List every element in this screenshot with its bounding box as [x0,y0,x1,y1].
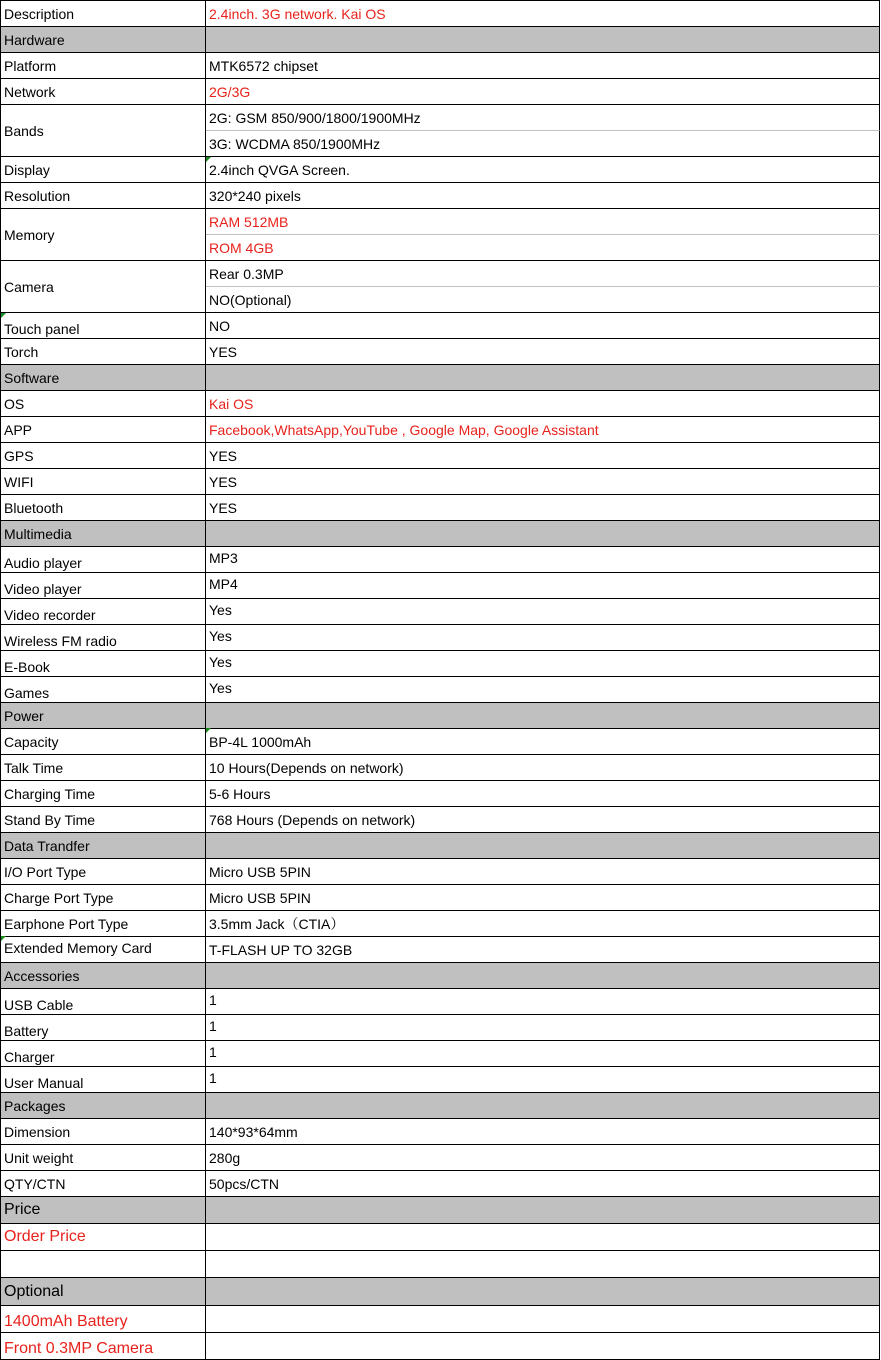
wifi-value: YES [206,469,880,495]
video-player-label: Video player [1,573,206,599]
row-description [1,1,880,27]
gps-value: YES [206,443,880,469]
standby-time-label: Stand By Time [1,807,206,833]
optional-battery-value [206,1306,880,1333]
row-charger [1,1041,880,1067]
section-title: Accessories [1,963,206,989]
wifi-label: WIFI [1,469,206,495]
row-usb-cable [1,989,880,1015]
row-optional-item [1,1333,880,1360]
row-memory [1,209,880,261]
row-resolution [1,183,880,209]
charger-value: 1 [206,1041,880,1067]
resolution-value: 320*240 pixels [206,183,880,209]
section-accessories [1,963,880,989]
fm-radio-label: Wireless FM radio [1,625,206,651]
row-standby-time [1,807,880,833]
camera-value-rear: Rear 0.3MP [206,261,880,287]
ebook-label: E-Book [1,651,206,677]
row-app [1,417,880,443]
capacity-label: Capacity [1,729,206,755]
unit-weight-value: 280g [206,1145,880,1171]
section-title: Hardware [1,27,206,53]
section-title: Price [1,1197,206,1224]
row-network [1,79,880,105]
row-wifi [1,469,880,495]
row-talk-time [1,755,880,781]
row-video-recorder [1,599,880,625]
comment-indicator-icon [206,157,211,162]
video-recorder-label: Video recorder [1,599,206,625]
row-blank [1,1251,880,1278]
row-camera [1,261,880,313]
resolution-label: Resolution [1,183,206,209]
row-touch-panel [1,313,880,339]
network-label: Network [1,79,206,105]
section-title: Power [1,703,206,729]
audio-player-value: MP3 [206,547,880,573]
charging-time-value: 5-6 Hours [206,781,880,807]
section-optional [1,1278,880,1306]
memory-value-ram: RAM 512MB [206,209,880,235]
fm-radio-value: Yes [206,625,880,651]
section-title: Software [1,365,206,391]
row-battery [1,1015,880,1041]
torch-label: Torch [1,339,206,365]
memory-label: Memory [1,209,206,261]
comment-indicator-icon [206,728,211,733]
section-packages [1,1093,880,1119]
bluetooth-value: YES [206,495,880,521]
audio-player-label: Audio player [1,547,206,573]
camera-label: Camera [1,261,206,313]
bands-value-3g: 3G: WCDMA 850/1900MHz [206,131,880,157]
row-display [1,157,880,183]
row-qty-ctn [1,1171,880,1197]
touch-panel-value: NO [206,313,880,339]
games-value: Yes [206,677,880,703]
platform-value: MTK6572 chipset [206,53,880,79]
bluetooth-label: Bluetooth [1,495,206,521]
bands-label: Bands [1,105,206,157]
memory-value-rom: ROM 4GB [206,235,880,261]
row-dimension [1,1119,880,1145]
usb-cable-label: USB Cable [1,989,206,1015]
row-os [1,391,880,417]
app-value: Facebook,WhatsApp,YouTube , Google Map, Google Assistant [206,417,880,443]
games-label: Games [1,677,206,703]
camera-value-front: NO(Optional) [206,287,880,313]
comment-indicator-icon [1,313,6,318]
row-bluetooth [1,495,880,521]
optional-camera-label: Front 0.3MP Camera [1,1333,206,1360]
row-games [1,677,880,703]
row-charging-time [1,781,880,807]
row-ebook [1,651,880,677]
row-video-player [1,573,880,599]
row-torch [1,339,880,365]
os-label: OS [1,391,206,417]
memory-card-label: Extended Memory Card [1,937,206,963]
blank-value [206,1251,880,1278]
row-earphone-port [1,911,880,937]
section-title: Optional [1,1278,206,1306]
battery-value: 1 [206,1015,880,1041]
dimension-value: 140*93*64mm [206,1119,880,1145]
touch-panel-label: Touch panel [1,313,206,339]
user-manual-value: 1 [206,1067,880,1093]
io-port-label: I/O Port Type [1,859,206,885]
app-label: APP [1,417,206,443]
talk-time-label: Talk Time [1,755,206,781]
memory-card-value: T-FLASH UP TO 32GB [206,937,880,963]
row-memory-card [1,937,880,963]
section-data-transfer [1,833,880,859]
usb-cable-value: 1 [206,989,880,1015]
ebook-value: Yes [206,651,880,677]
earphone-port-value: 3.5mm Jack（CTIA） [206,911,880,937]
optional-camera-value [206,1333,880,1360]
bands-value-2g: 2G: GSM 850/900/1800/1900MHz [206,105,880,131]
description-value: 2.4inch. 3G network. Kai OS [206,1,880,27]
capacity-value: BP-4L 1000mAh [206,729,880,755]
battery-label: Battery [1,1015,206,1041]
network-value: 2G/3G [206,79,880,105]
charge-port-label: Charge Port Type [1,885,206,911]
section-power [1,703,880,729]
display-value: 2.4inch QVGA Screen. [206,157,880,183]
user-manual-label: User Manual [1,1067,206,1093]
row-platform [1,53,880,79]
dimension-label: Dimension [1,1119,206,1145]
comment-indicator-icon [1,936,6,941]
charge-port-value: Micro USB 5PIN [206,885,880,911]
qty-ctn-value: 50pcs/CTN [206,1171,880,1197]
row-user-manual [1,1067,880,1093]
display-label: Display [1,157,206,183]
charger-label: Charger [1,1041,206,1067]
os-value: Kai OS [206,391,880,417]
row-capacity [1,729,880,755]
video-player-value: MP4 [206,573,880,599]
row-io-port [1,859,880,885]
gps-label: GPS [1,443,206,469]
row-order-price [1,1224,880,1251]
section-multimedia [1,521,880,547]
order-price-value [206,1224,880,1251]
section-software [1,365,880,391]
earphone-port-label: Earphone Port Type [1,911,206,937]
row-audio-player [1,547,880,573]
optional-battery-label: 1400mAh Battery [1,1306,206,1333]
description-label: Description [1,1,206,27]
row-gps [1,443,880,469]
io-port-value: Micro USB 5PIN [206,859,880,885]
section-hardware [1,27,880,53]
row-bands [1,105,880,157]
unit-weight-label: Unit weight [1,1145,206,1171]
section-title: Data Trandfer [1,833,206,859]
standby-time-value: 768 Hours (Depends on network) [206,807,880,833]
video-recorder-value: Yes [206,599,880,625]
row-fm-radio [1,625,880,651]
blank-label [1,1251,206,1278]
platform-label: Platform [1,53,206,79]
order-price-label: Order Price [1,1224,206,1251]
section-title: Packages [1,1093,206,1119]
torch-value: YES [206,339,880,365]
section-price [1,1197,880,1224]
talk-time-value: 10 Hours(Depends on network) [206,755,880,781]
row-unit-weight [1,1145,880,1171]
charging-time-label: Charging Time [1,781,206,807]
row-charge-port [1,885,880,911]
qty-ctn-label: QTY/CTN [1,1171,206,1197]
row-optional-item [1,1306,880,1333]
section-title: Multimedia [1,521,206,547]
